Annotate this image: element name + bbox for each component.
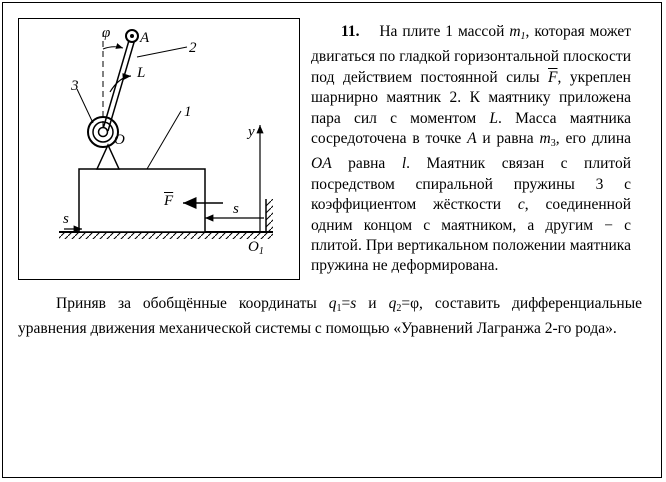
phi-label: φ	[102, 25, 111, 41]
point-a-mass	[126, 30, 138, 42]
pendulum-number-label: 2	[189, 40, 197, 56]
origin-label: $O_1$	[248, 239, 264, 257]
mechanism-figure	[18, 18, 300, 280]
s-right-label: s	[233, 201, 239, 217]
plate-number-label: 1	[184, 104, 192, 120]
leader-pendulum	[137, 47, 187, 57]
plate	[79, 169, 205, 232]
point-a-label: A	[140, 30, 150, 46]
leader-spring	[77, 89, 93, 123]
task-statement: Приняв за обобщённые координаты $q_1=s$ и $q_2=\varphi$, составить дифференциальные уравнения движения механической системы с помощью «Уравнений Лагранжа 2-го рода».	[18, 295, 643, 338]
y-axis-label: y	[248, 124, 255, 140]
phi-arc	[103, 47, 123, 49]
problem-number: 11.	[341, 23, 360, 40]
s-left-label: s	[63, 211, 69, 227]
pivot-label: O	[114, 132, 125, 148]
wall	[266, 199, 273, 232]
spring-number-label: 3	[71, 78, 79, 94]
problem-statement: 11. На плите 1 массой $m_1$, которая может двигаться по гладкой горизонтальной плоскости под действием постоянной силы $\overline{F}$, укреплен шарнирно маятник 2. К маятнику приложена пара сил с моментом L. Масса маятника сосредоточена в точке A и равна $m_3$, его длина OA равна l. Маятник связан с плитой посредством спиральной пружины 3 с коэффициентом жёсткости c, соединенной одним концом с маятником, а другим − с плитой. При вертикальном положении маятника пружина не деформирована.	[311, 23, 631, 275]
pivot-support	[97, 145, 119, 169]
force-label: $\overline{F}$	[164, 193, 174, 209]
moment-label: L	[137, 65, 146, 81]
leader-plate	[147, 111, 181, 169]
ground	[59, 232, 273, 239]
